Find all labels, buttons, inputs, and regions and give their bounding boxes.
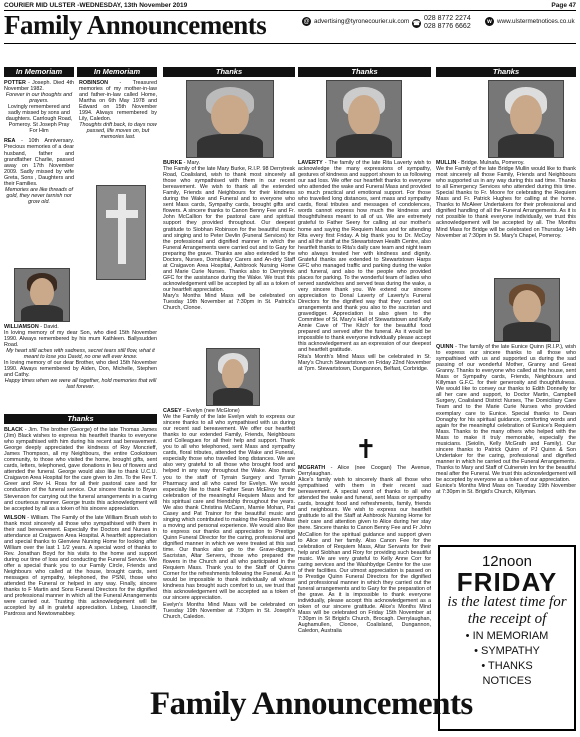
notice-williamson: WILLIAMSON - David. In loving memory of my dear Son, who died 15th November 1990. Always remembered by his mum Kathleen. Ballysudden Road. My heart still aches with sadness, secret tears still flow, what it meant to lose you David, no one will ever know. In loving memory of our dear Brother, who died 15th November 1990. Always remembered by Aiden, Don, Michelle, Stephen and Cathy. Happy times when we were all together, hold memories that will last forever.: [4, 324, 157, 391]
email-address: advertising@tyronecourier.uk.com: [314, 18, 410, 25]
website-url: www.ulstermetnotices.co.uk: [497, 18, 575, 25]
notice-quinn: QUINN - The family of the late Eunice Quinn (R.I.P.), wish to express our sincere thanks to all those who sympathised with us and supported us during the sad passing of our wonderful Mother, Granny and Great Granny. Thanks to everyone who called at the house, sent Mass or Sympathy cards, Friends, Neighbours and Killyman G.F.C. for their generosity and thoughtfulness. We would like to convey our thanks to Edith Donnelly for all her care and support, to Doctor Martin, Campbell Surgery, Coalisland District Nurses, The Domiciliary Care Team and to the Marie Curie Nurses who provided exemplary care to Eunice. Special thanks to Dean Donaghy for his spiritual guidance, comforting words and again for the meaningful celebration of Eunice's Requiem Mass. Thanks to the many others who helped with the Mass to make it truly memorable, especially the musicians. (Seiolin, Kelly McGrath and Family). Our sincere thanks to Patrick Quinn of PJ Quinn & Son Undertaker for the caring, professional and dignified manner in which he carried out the Funeral Arrangements. Thanks to Mary and Staff of Culnerwin Inn for the beautiful meal after the Funeral. We trust this acknowledgement will be accepted by everyone as a token of our appreciation. Eunice's Months Mind Mass on Tuesday 19th November at 7:30pm in St. Brigid's Church, Killyman.: [436, 344, 576, 496]
ad-item-memoriam: • IN MEMORIAM: [465, 630, 549, 642]
phone-number-2: 028 8776 6662: [424, 23, 471, 30]
quinn-photo: [494, 278, 560, 342]
casey-photo: [206, 348, 260, 406]
notice-burke: BURKE - Mary. The Family of the late Mary Burke, R.I.P. 98 Derrytresk Road, Coalisland, wish to thank most sincerely all those who sympathised with them in our recent bereavement. We wish to thank all the extended Family, Friends and Neighbours for their kindness during the Wake and Funeral and to everyone who sent Mass cards, Sympathy cards, brought gifts and flowers. A sincere thanks to Canon Benny Fee and Fr. John McCallion for the pastoral care and spiritual support they provided throughout. Our deepest gratitude to Siobhan Robinson for the beautiful music and singing and to Peter Devlin (Funeral Services) for the professional and dignified manner in which the Funeral Arrangements were carried out and to Gary for preparing the grave. Thanks are also extended to the Doctors, Nurses, Domiciliary Carers and An-driy Staff at Craigavon Area Hospital, Ashbrook Nursing Home and Marie Curie Nurses. Thanks also to Derrytresk GFC for the assistance during the Wake. We trust this acknowledgement will be accepted by all as a token of our heartfelt appreciation. Mary's Months Mind Mass will be celebrated on Tuesday 19th November at 7:30pm in St. Patrick's Church, Clonoe.: [163, 160, 295, 312]
ad-time: 12noon: [481, 553, 533, 570]
email-icon: @: [303, 18, 310, 25]
in-memoriam-banner-2: In Memoriam: [77, 67, 157, 77]
website-contact[interactable]: [485, 17, 575, 26]
email-contact[interactable]: [302, 17, 409, 26]
notice-black: BLACK - Jim. The brother (George) of the late Thomas James (Jim) Black wishes to express his heartfelt thanks to everyone who sympathised with him during his recent sad bereavement. George deeply appreciated the kindness of Roy Moncrieff, James Thompson, all my Neighbours, the entire Cookstown community, to those who visited the home, brought gifts, sent cards, letters, telephoned, gave donations in lieu of flowers and attended the funeral. George would also like to thank U.C.U. Craigavon Area Hospital for the care given to Jim. To the Rev T. Greer and Rev H. Ross for all their pastoral care and for conduction of the funeral service. Our sincere thanks to Bryan Stevenson for carrying out the funeral arrangements in a caring and courteous manner. George trusts this acknowledgment will be accepted by all as a token of his sincere appreciation.: [4, 427, 157, 512]
notice-potter: POTTER - Joseph. Died 4th November 1982.: [4, 80, 74, 93]
page-number: Page 47: [551, 2, 576, 9]
cross-icon: ✝: [355, 434, 377, 464]
williamson-photo: [14, 268, 70, 322]
ad-text: is the latest time for the receipt of: [447, 594, 567, 627]
burke-photo: [186, 80, 274, 158]
notice-casey: CASEY - Evelyn (nee McGlone) We the Family of the late Evelyn wish to express our sincere thanks to all who sympathised with us during our recent sad bereavement. We offer our heartfelt thanks to our extended Family, Friends, Neighbours and Colleagues for all their help and support. Thank you to all who telephoned, sent Mass and sympathy cards, floral tributes, attended the Wake and Funeral, especially those who travelled long distances. We are also very grateful to all those who brought food and helped in any way throughout the Wake. Also thank you to the staff of Tyrrain Surgery and Tyrrain Pharmacy and all who cared for Evelyn. We would especially like to thank Father Sean McElroy for the celebration of the meaningful Requiem Mass and for his spiritual care and friendship throughout the years. We also thank Christina McCann, Marnie Mohan, Pat Casey and Pat Trainor for the beautiful music and singing which contributed to making the Requiem Mass a moving and personal experience. We would also like to express our thanks and appreciation to Prestige Quinn Funeral Director for the caring, professional and dignified manner in which we were treated at this sad time. Our thanks also go to the Grave-diggers, Sacristan, Altar Servers, those who prepared the flowers in the Church and all who participated in the Requiem Mass. Thank you to the Staff of Quinns Corner for the refreshments following the Funeral. As it would be impossible to thank individually all whose kindness has brought such comfort to us, we trust that this acknowledgement will be accepted as a token of our sincere appreciation. Evelyn's Months Mind Mass will be celebrated on Tuesday 19th November at 7:30pm in St. Joseph's Church, Caledon.: [163, 408, 295, 620]
mullin-photo: [488, 80, 564, 158]
notice-robinson: ROBINSON - Treasured memories of my mother-in-law and father-in-law called Home, Martha on 6th May 1978 and Edward on 15th November 1994. Always remembered by Lily, Caledon. Thoughts drift back, to days now passed, life moves on, but memories last.: [79, 80, 157, 141]
globe-icon: w: [485, 17, 494, 26]
thanks-banner-col4: Thanks: [298, 67, 431, 77]
notice-wilson: WILSON - William. The Family of the late William Brush wish to thank most sincerely all those who sympathised with them in their sad bereavement. Especially the Doctors and Nurses in attendance at Craigavon Area Hospital. A heartfelt appreciation and special thanks to Glenview Nursing Home for looking after William over the last 1 1/2 years. A special word of thanks to Rev. Jonathan Boyd for his visits to the home and support during our time of loss and conducting the Funeral Service. We offer a special thank you to our Family Circle, Friends and Neighbours who called at the house, brought cards, sent messages of sympathy, telephoned, the PSNI, those who attended the Funeral or helped in any way. Finally, sincere thanks to F Martin and Sons Funeral Directors for the dignified and professional manner in which all the Funeral Arrangements were carried out. Trusting this acknowledgement will be accepted by all in grateful appreciation. Lisbeg, Lissoncliff, Pardross and Newtownabbey.: [4, 514, 157, 618]
phone-number-1: 028 8772 2274: [424, 15, 471, 22]
ad-item-thanks: • THANKS: [481, 660, 533, 672]
notice-rea: REA - 10th Anniversary. Precious memories of a dear husband, father and grandfather Charlie, passed away on 17th November 2009. Sadly missed by wife Greta, Sons , Daughters and their Families.: [4, 138, 74, 187]
laverty-photo: [326, 80, 402, 158]
ad-item-sympathy: • SYMPATHY: [474, 645, 540, 657]
notice-mcgrath: MCGRATH - Alice (nee Coogan) The Avenue, Derrylaughan. Alice's family wish to sincerely thank all those who sympathised with them in their recent sad bereavement. A special word of thanks to all who attended the wake and funeral, sent Mass or sympathy cards, brought food and refreshments, family, friends and neighbours. We wish to express our heartfelt gratitude to all the Staff at Ashbrook Nursing Home for their care and attention given to Alice during her stay there. Sincere thanks to Canon Benny Fee and Fr John McCallion for the spiritual guidance and support given to Alice and her family. Also Canon Fee for the celebration of Requiem Mass, Altar Servants for their help and Siobhan and Rory for providing such beautiful music. We are very grateful to Kelly Anne Corr for caring services and the Washbydge Centre for the use of their facilities. Our utmost appreciation is passed on to Prestige Quinn Funeral Directors for the dignified and professional manner in which they carried out the funeral arrangements and to Gary for the preparation of the grave. As it is impossible to thank everyone individually, please accept this acknowledgement as a token of our sincere gratitude. Alice's Months Mind Mass will be celebrated on Friday 15th November at 7:30pm in St Brigid's Church, Brocagh. Derrylaughan, Aughamullen, Clonoe, Coalisland, Dungannon, Caledon, Australia: [298, 465, 431, 635]
notice-mullin: MULLIN - Bridge. Mulnafa, Pomeroy. We the Family of the late Bridge Mullin would like to thank most sincerely all those Family, Friends and Neighbours who supported us in any way during this sad time. Thanks to all Emergency Services who attended during this time. Special thanks to Fr. Moore for celebrating the Requiem Mass and Fr. Patrick Hughes for calling at the home. Thanks to McAleer Undertakers for their professional and dignified handling of all the Funeral Arrangements. As it is not possible to thank everyone individually, we trust this acknowledgement will be accepted by all. The Months Mind Mass for Bridge will be celebrated on Thursday 14th November at 7:30pm in St. Mary's Chapel, Pomeroy.: [436, 160, 576, 239]
phone-contact[interactable]: [412, 15, 471, 31]
paper-dateline: COURIER MID ULSTER -WEDNESDAY, 13th November 2019: [4, 2, 188, 9]
in-memoriam-banner-1: In Memoriam: [4, 67, 74, 77]
col1-thanks: [4, 427, 157, 732]
notice-laverty: LAVERTY - The family of the late Rita Laverty wish to acknowledge the many expressions of sympathy, gestures of kindness and support shown to us following our sad loss. We offer our heartfelt thanks to everyone who attended the wake and Funeral Mass and provided so much practical and emotional support. For those who travelled long distances, sent mass and sympathy cards, floral tributes and messages of condolences, words cannot express how much the kindness and thoughtfulness meant to all of us. We are extremely grateful to Father Seery for calling at our mother's home and saying the Requiem Mass and for attending Rita every first Friday. A big thank you to Dr. McCoy and all the staff at the Stewartstown Health Centre, also heartfelt thanks to Rita's daily care team and night team who always treated her with kindness and dignity. Grateful thanks are extended to Stewartstown Harps GFC who managed traffic and parking during the wake and funeral, and also to the people who provided places for parking. To the wonderful team of ladies who served sandwiches and served teas during the wake, a very sincere thank you. We extend our sincere appreciation to Donal Laverty of Laverty's Funeral Directors for the dignified way that they carried out arrangements and thank you also to the sacristan and gravedigger. Appreciation is also given to the Committee of St. Mary's Hall of Stewartstown and Kelly Annie Cave of 'The Kitch' for the beautiful food prepared and served after the funeral. As it would be impossible to thank everyone individually please accept this acknowledgement as an expression of our deepest and heartfelt gratitude. Rita's Month's Mind Mass will be celebrated in St. Mary's Church Stewartstown on Friday 22nd November at 7pm. Stewartstown, Dungannon, Belfast, Corbridge.: [298, 160, 431, 372]
thanks-banner-col5: Thanks: [436, 67, 576, 77]
footer-title: Family Announcements: [150, 686, 473, 722]
phone-icon: ☎: [412, 20, 421, 27]
phone-numbers: [424, 15, 471, 31]
ad-item-notices: NOTICES: [482, 675, 532, 687]
thanks-banner-left: Thanks: [4, 414, 157, 424]
memorial-cross-image: [96, 185, 146, 280]
page-title: Family Announcements: [4, 10, 267, 40]
thanks-banner-col3: Thanks: [163, 67, 295, 77]
col1-top: POTTER - Joseph. Died 4th November 1982. Forever in our thoughts and prayers. Lovingly remembered and sadly missed by sons and daughters. Carrlough Road, Pomeroy. St Joseph Pray For Him REA - 10th Anniversary. Precious memories of a dear husband, father and grandfather Charlie, passed away on 17th November 2009. Sadly missed by wife Greta, Sons , Daughters and their Families. Memories are like threads of gold, they never tarnish nor grow old.: [4, 80, 74, 205]
header-rule: [4, 43, 576, 44]
ad-day: FRIDAY: [456, 567, 558, 597]
